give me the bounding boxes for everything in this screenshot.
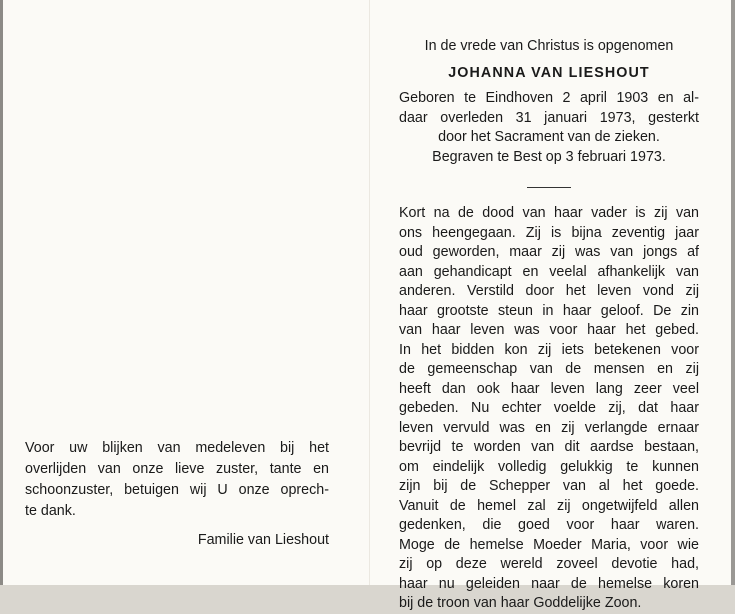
thank-you-line: te dank. bbox=[25, 503, 76, 519]
text-line: anderen. Verstild door het leven vond zij bbox=[399, 283, 699, 299]
obituary-panel bbox=[399, 37, 699, 614]
text-line: haar nu geleiden naar de hemelse koren bbox=[399, 575, 699, 592]
bio-line: Geboren te Eindhoven 2 april 1903 en al- bbox=[399, 90, 699, 106]
text-line: ons heengegaan. Zij is bijna zeventig jaar bbox=[399, 224, 699, 241]
thank-you-line: Voor uw blijken van medeleven bij het bbox=[25, 440, 329, 456]
text-line: bij de troon van haar Goddelijke Zoon. bbox=[399, 595, 642, 611]
deceased-name: JOHANNA VAN LIESHOUT bbox=[448, 64, 650, 81]
thank-you-line: schoonzuster, betuigen wij U onze oprech- bbox=[25, 482, 329, 498]
text-line: Vanuit de hemel zal zij ongetwijfeld allen bbox=[399, 497, 699, 514]
text-line: om eindelijk volledig gelukkig te kunnen bbox=[399, 458, 699, 475]
text-line: Kort na de dood van haar vader is zij van bbox=[399, 205, 699, 221]
bio-line: Begraven te Best op 3 februari 1973. bbox=[432, 148, 666, 165]
bio-line: door het Sacrament van de zieken. bbox=[438, 129, 660, 145]
thank-you-line: overlijden van onze lieve zuster, tante en bbox=[25, 461, 329, 477]
text-line: leven vervuld was en zij verlangde ernaar bbox=[399, 419, 699, 436]
text-line: aan gehandicapt en veelal afhankelijk van bbox=[399, 263, 699, 280]
family-signature: Familie van Lieshout bbox=[197, 532, 329, 548]
text-line: zij op deze wereld zoveel devotie had, bbox=[399, 556, 699, 572]
memorial-text bbox=[399, 204, 699, 614]
card-fold-line bbox=[369, 0, 370, 585]
thank-you-text bbox=[25, 438, 329, 522]
text-line: van haar leven was voor haar het gebed. bbox=[399, 322, 699, 338]
text-line: In het bidden kon zij iets betekenen voor bbox=[399, 341, 699, 358]
text-line: oud geworden, maar zij was van jongs af bbox=[399, 244, 699, 260]
text-line: bevrijd te worden van dit aardse bestaan, bbox=[399, 439, 699, 455]
text-line: heeft dan ook haar leven lang zeer veel bbox=[399, 380, 699, 397]
divider bbox=[527, 187, 571, 188]
text-line: haar grootste steun in haar geloof. De zin bbox=[399, 302, 699, 319]
bio-block bbox=[399, 89, 699, 167]
text-line: zijn bij de Schepper van al het goede. bbox=[399, 478, 699, 494]
text-line: gebeden. Nu echter voelde zij, dat haar bbox=[399, 400, 699, 416]
bio-line: daar overleden 31 januari 1973, gesterkt bbox=[399, 109, 699, 126]
text-line: de gemeenschap van de mensen en zij bbox=[399, 361, 699, 377]
thank-you-panel bbox=[25, 438, 329, 551]
intro-line: In de vrede van Christus is opgenomen bbox=[424, 38, 674, 54]
text-line: gedenken, die goed voor haar waren. bbox=[399, 517, 699, 533]
text-line: Moge de hemelse Moeder Maria, voor wie bbox=[399, 536, 699, 553]
